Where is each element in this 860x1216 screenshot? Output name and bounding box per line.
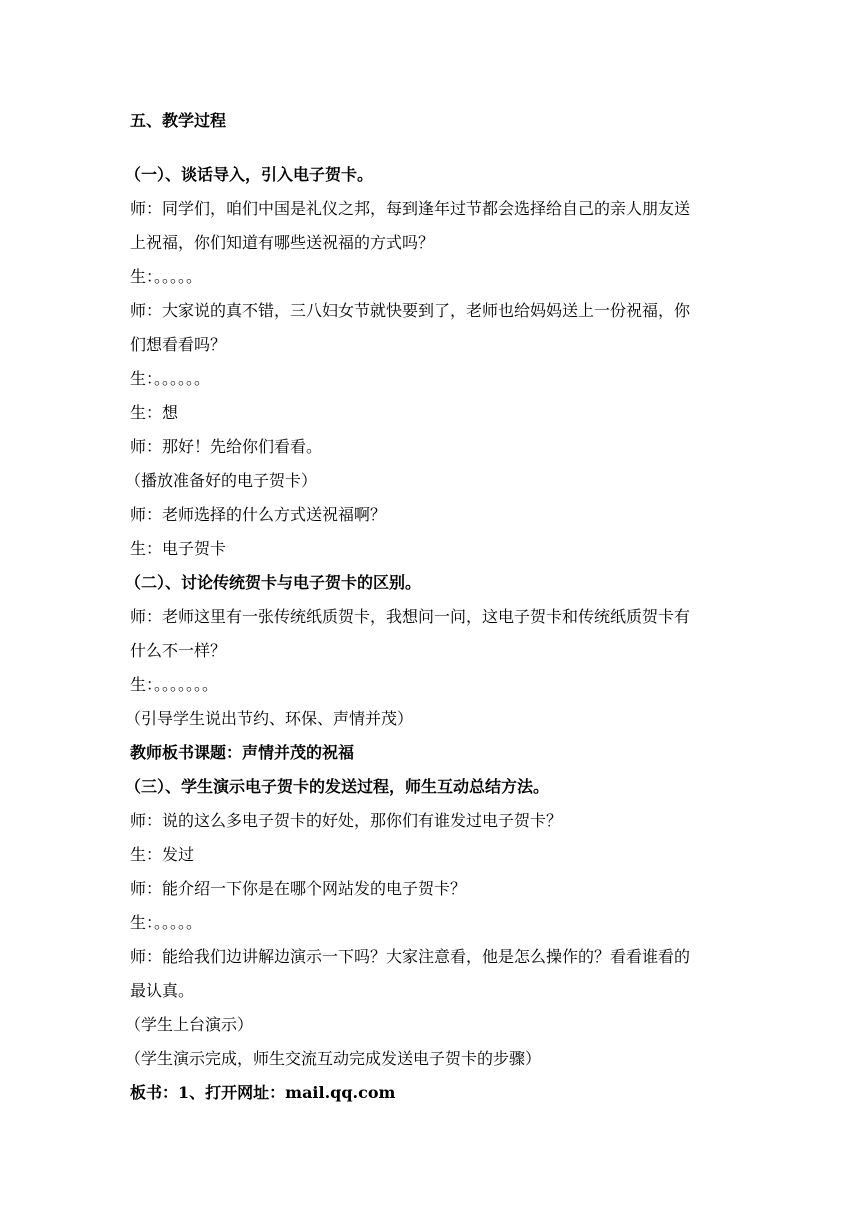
paragraph: 生：。。。。。 (130, 267, 203, 286)
paragraph: （学生上台演示） (125, 1015, 254, 1034)
paragraph: （播放准备好的电子贺卡） (125, 471, 318, 490)
paragraph: 师：大家说的真不错，三八妇女节就快要到了，老师也给妈妈送上一份祝福，你 (130, 301, 691, 320)
paragraph: （学生演示完成，师生交流互动完成发送电子贺卡的步骤） (125, 1049, 542, 1068)
paragraph: 师：能介绍一下你是在哪个网站发的电子贺卡？ (130, 879, 467, 898)
paragraph: 师：能给我们边讲解边演示一下吗？大家注意看，他是怎么操作的？看看谁看的 (130, 947, 691, 966)
paragraph: 什么不一样？ (130, 641, 227, 660)
section-title: 五、教学过程 (130, 111, 227, 130)
paragraph: 上祝福，你们知道有哪些送祝福的方式吗？ (130, 233, 435, 252)
paragraph: 师：同学们，咱们中国是礼仪之邦，每到逢年过节都会选择给自己的亲人朋友送 (130, 199, 691, 218)
paragraph: （引导学生说出节约、环保、声情并茂） (125, 709, 414, 728)
paragraph: 生：想 (130, 403, 179, 422)
paragraph: 生：发过 (130, 845, 195, 864)
paragraph: 最认真。 (130, 981, 195, 1000)
paragraph: 师：老师这里有一张传统纸质贺卡，我想问一问，这电子贺卡和传统纸质贺卡有 (130, 607, 691, 626)
board-step-1: 板书：1、打开网址：mail.qq.com (130, 1083, 396, 1102)
part3-heading: （三）、学生演示电子贺卡的发送过程，师生互动总结方法。 (125, 777, 550, 796)
board-title: 教师板书课题：声情并茂的祝福 (130, 743, 355, 762)
part2-heading: （二）、讨论传统贺卡与电子贺卡的区别。 (125, 573, 422, 592)
part1-heading: （一）、谈话导入，引入电子贺卡。 (125, 165, 374, 184)
paragraph: 师：说的这么多电子贺卡的好处，那你们有谁发过电子贺卡？ (130, 811, 563, 830)
paragraph: 师：老师选择的什么方式送祝福啊？ (130, 505, 387, 524)
paragraph: 生：。。。。。。 (130, 369, 211, 388)
paragraph: 生：。。。。。。。 (130, 675, 219, 694)
paragraph: 生：电子贺卡 (130, 539, 227, 558)
paragraph: 师：那好！先给你们看看。 (130, 437, 323, 456)
paragraph: 生：。。。。。 (130, 913, 203, 932)
paragraph: 们想看看吗？ (130, 335, 227, 354)
